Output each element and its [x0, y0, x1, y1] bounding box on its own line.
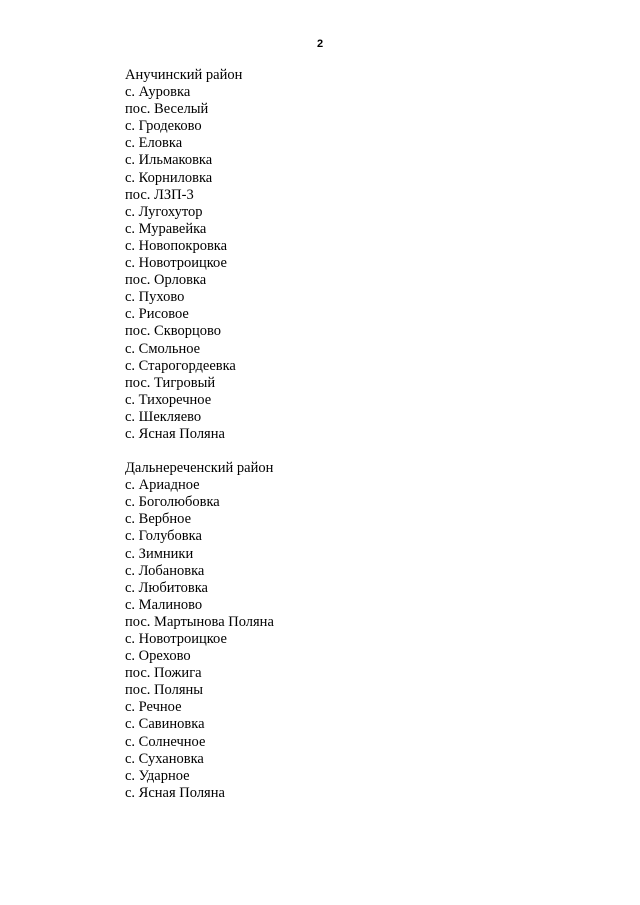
- settlement-item: с. Ауровка: [125, 84, 191, 101]
- settlement-item: с. Сухановка: [125, 750, 204, 767]
- settlement-item: пос. Поляны: [125, 682, 203, 699]
- settlement-item: с. Савиновка: [125, 716, 205, 733]
- district-section: [125, 67, 585, 443]
- settlement-item: с. Смольное: [125, 340, 201, 357]
- settlement-item: с. Вербное: [125, 511, 192, 528]
- settlement-list: [125, 477, 585, 802]
- settlement-item: с. Зимники: [125, 545, 194, 562]
- district-heading: Дальнереченский район: [125, 460, 274, 477]
- page-number: 2: [316, 38, 324, 50]
- settlement-item: с. Гродеково: [125, 118, 202, 135]
- settlement-item: с. Орехово: [125, 648, 191, 665]
- settlement-item: пос. Скворцово: [125, 323, 222, 340]
- settlement-item: пос. Веселый: [125, 101, 209, 118]
- settlement-item: с. Ариадное: [125, 477, 200, 494]
- settlement-item: пос. Мартынова Поляна: [125, 613, 274, 630]
- settlement-item: с. Солнечное: [125, 733, 206, 750]
- settlement-item: пос. ЛЗП-3: [125, 186, 194, 203]
- settlement-item: с. Малиново: [125, 596, 203, 613]
- settlement-item: с. Боголюбовка: [125, 494, 220, 511]
- settlement-item: с. Муравейка: [125, 220, 207, 237]
- settlement-item: с. Любитовка: [125, 579, 208, 596]
- settlement-list: [125, 84, 585, 443]
- settlement-item: пос. Тигровый: [125, 374, 216, 391]
- settlement-item: с. Старогордеевка: [125, 357, 236, 374]
- district-section: [125, 460, 585, 802]
- settlement-item: с. Ударное: [125, 767, 190, 784]
- settlement-item: с. Новотроицкое: [125, 255, 227, 272]
- settlement-item: с. Новотроицкое: [125, 631, 227, 647]
- settlement-item: с. Рисовое: [125, 306, 189, 323]
- settlement-item: с. Ясная Поляна: [125, 784, 225, 801]
- settlement-item: с. Речное: [125, 699, 182, 716]
- settlement-item: с. Лобановка: [125, 562, 205, 579]
- document-body: [125, 67, 585, 802]
- settlement-item: пос. Орловка: [125, 272, 207, 289]
- settlement-item: с. Ясная Поляна: [125, 425, 225, 442]
- settlement-item: с. Еловка: [125, 135, 183, 152]
- district-heading: Анучинский район: [125, 67, 243, 83]
- settlement-item: с. Голубовка: [125, 528, 202, 545]
- settlement-item: с. Ильмаковка: [125, 152, 213, 169]
- settlement-item: с. Лугохутор: [125, 203, 203, 220]
- settlement-item: с. Новопокровка: [125, 237, 228, 254]
- settlement-item: с. Тихоречное: [125, 391, 212, 408]
- settlement-item: с. Пухово: [125, 289, 185, 306]
- settlement-item: с. Корниловка: [125, 169, 213, 186]
- settlement-item: с. Шекляево: [125, 408, 202, 425]
- settlement-item: пос. Пожига: [125, 665, 202, 682]
